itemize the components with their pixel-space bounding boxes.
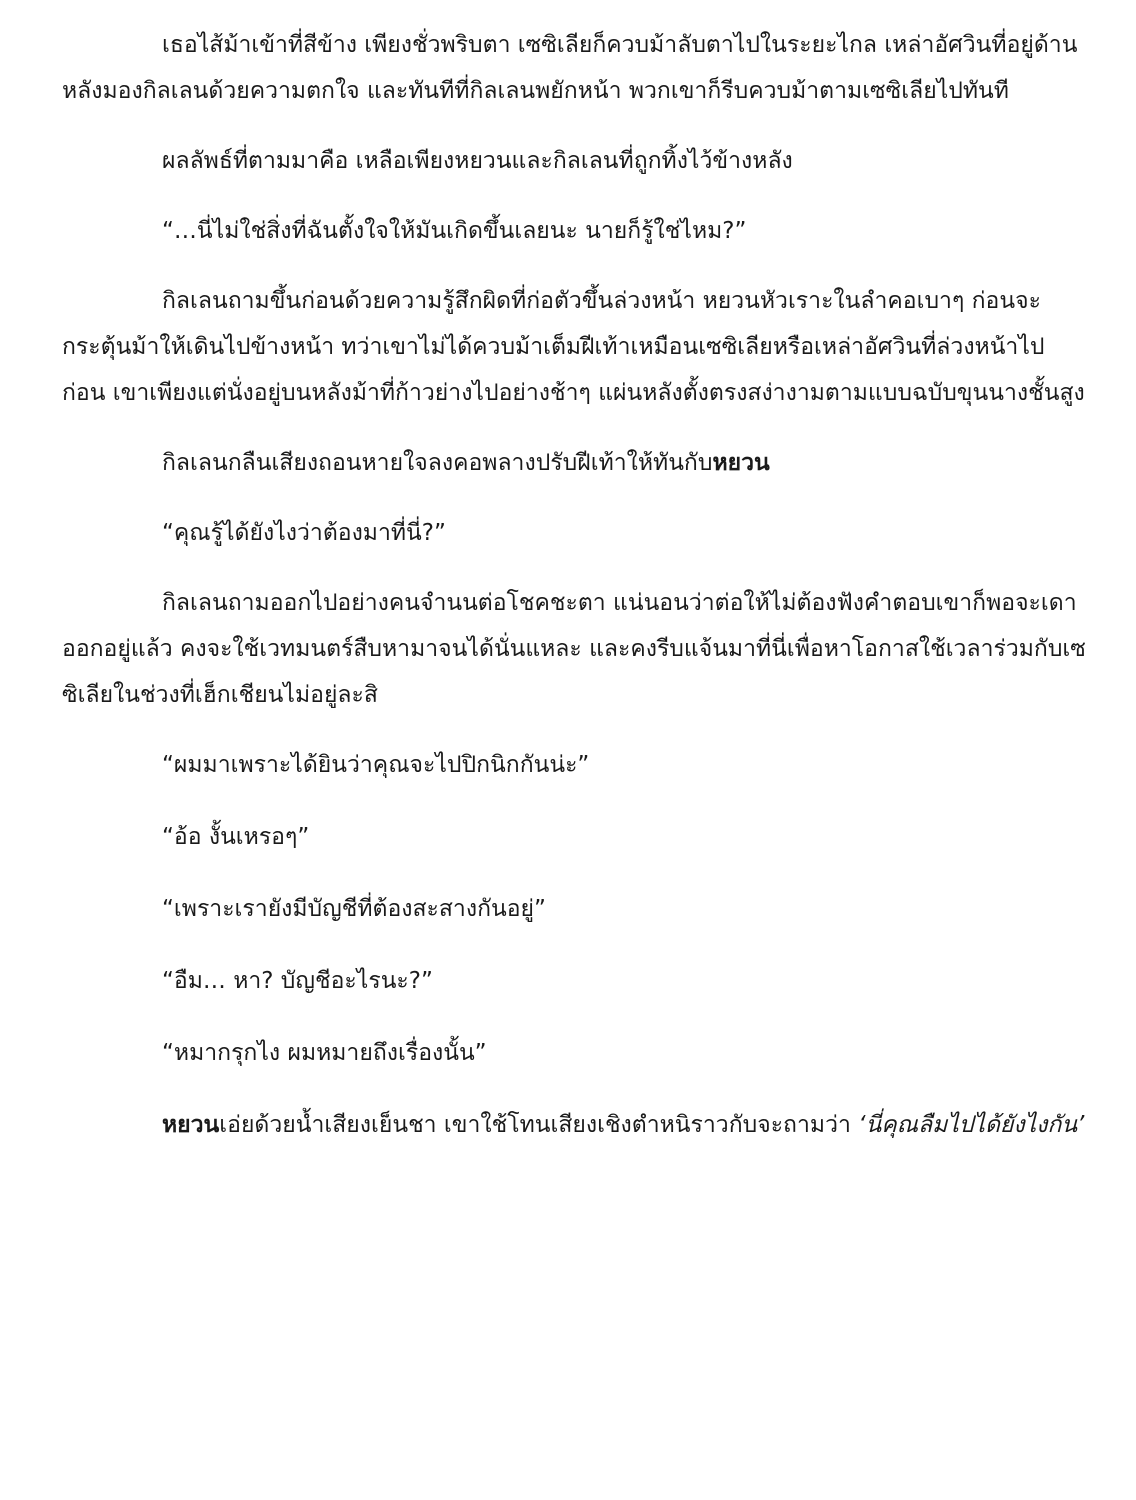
paragraph-8: “ผมมาเพราะได้ยินว่าคุณจะไปปิกนิกกันน่ะ” bbox=[162, 752, 590, 778]
paragraph-5 bbox=[62, 440, 1086, 486]
paragraph-12: “หมากรุกไง ผมหมายถึงเรื่องนั้น” bbox=[162, 1040, 487, 1066]
paragraph-2: ผลลัพธ์ที่ตามมาคือ เหลือเพียงหยวนและกิลเลนที่ถูกทิ้งไว้ข้างหลัง bbox=[162, 148, 793, 174]
document-page bbox=[62, 22, 1086, 1172]
paragraph-5-text: กิลเลนกลืนเสียงถอนหายใจลงคอพลางปรับฝีเท้าให้ทันกับ bbox=[162, 450, 713, 476]
paragraph-7: กิลเลนถามออกไปอย่างคนจำนนต่อโชคชะตา แน่นอนว่าต่อให้ไม่ต้องฟังคำตอบเขาก็พอจะเดาออกอยู่แล้ว คงจะใช้เวทมนตร์สืบหามาจนได้นั่นแหละ และคงรีบแจ้นมาที่นี่เพื่อหาโอกาสใช้เวลาร่วมกับเซซิเลียในช่วงที่เฮ็กเชียนไม่อยู่ละสิ bbox=[62, 590, 1086, 708]
paragraph-11: “อืม… หา? บัญชีอะไรนะ?” bbox=[162, 968, 433, 994]
character-name-bold: หยวน bbox=[162, 1112, 220, 1138]
paragraph-6: “คุณรู้ได้ยังไงว่าต้องมาที่นี่?” bbox=[162, 520, 446, 546]
paragraph-13-text: เอ่ยด้วยน้ำเสียงเย็นชา เขาใช้โทนเสียงเชิงตำหนิราวกับจะถามว่า bbox=[219, 1112, 859, 1138]
paragraph-4: กิลเลนถามขึ้นก่อนด้วยความรู้สึกผิดที่ก่อตัวขึ้นล่วงหน้า หยวนหัวเราะในลำคอเบาๆ ก่อนจะกระตุ้นม้าให้เดินไปข้างหน้า ทว่าเขาไม่ได้ควบม้าเต็มฝีเท้าเหมือนเซซิเลียหรือเหล่าอัศวินที่ล่วงหน้าไปก่อน เขาเพียงแต่นั่งอยู่บนหลังม้าที่ก้าวย่างไปอย่างช้าๆ แผ่นหลังตั้งตรงสง่างามตามแบบฉบับขุนนางชั้นสูง bbox=[62, 288, 1085, 406]
italic-thought: ‘นี่คุณลืมไปได้ยังไงกัน’ bbox=[858, 1112, 1085, 1138]
character-name-bold: หยวน bbox=[712, 450, 770, 476]
paragraph-13 bbox=[62, 1102, 1086, 1148]
paragraph-3: “…นี่ไม่ใช่สิ่งที่ฉันตั้งใจให้มันเกิดขึ้นเลยนะ นายก็รู้ใช่ไหม?” bbox=[162, 218, 747, 244]
paragraph-1: เธอไส้ม้าเข้าที่สีข้าง เพียงชั่วพริบตา เซซิเลียก็ควบม้าลับตาไปในระยะไกล เหล่าอัศวินที่อยู่ด้านหลังมองกิลเลนด้วยความตกใจ และทันทีที่กิลเลนพยักหน้า พวกเขาก็รีบควบม้าตามเซซิเลียไปทันที bbox=[62, 32, 1078, 104]
paragraph-9: “อ้อ งั้นเหรอๆ” bbox=[162, 824, 310, 850]
paragraph-10: “เพราะเรายังมีบัญชีที่ต้องสะสางกันอยู่” bbox=[162, 896, 546, 922]
